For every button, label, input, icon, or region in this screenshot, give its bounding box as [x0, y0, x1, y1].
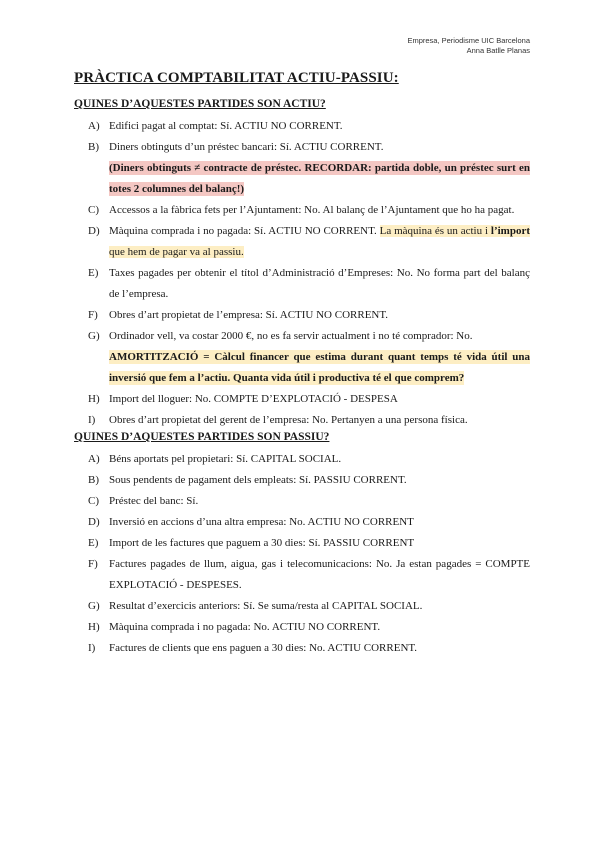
list-item: [74, 491, 530, 512]
item-marker: F): [88, 309, 98, 321]
item-marker: A): [88, 453, 100, 465]
item-text: Import del lloguer: No. COMPTE D’EXPLOTACIÓ - DESPESA: [109, 393, 398, 405]
item-text: Ordinador vell, va costar 2000 €, no es fa servir actualment i no té comprador: No.: [109, 330, 473, 342]
item-text: Factures pagades de llum, aigua, gas i telecomunicacions: No. Ja estan pagades = COMPTE EXPLOTACIÓ - DESPESES.: [109, 558, 530, 591]
header-line-2: Anna Batlle Planas: [466, 46, 530, 55]
highlighted-note-pink: (Diners obtinguts ≠ contracte de préstec. RECORDAR: partida doble, un préstec surt en totes 2 columnes del balanç!): [109, 162, 530, 195]
item-text: Import de les factures que paguem a 30 dies: Sí. PASSIU CORRENT: [109, 537, 415, 549]
item-marker: G): [88, 600, 100, 612]
item-text: Factures de clients que ens paguen a 30 dies: No. ACTIU CORRENT.: [109, 642, 418, 654]
item-marker: I): [88, 414, 96, 426]
list-item: [74, 449, 530, 470]
list-item: [74, 470, 530, 491]
item-marker: C): [88, 495, 99, 507]
list-item: [74, 263, 530, 305]
item-marker: B): [88, 141, 99, 153]
document-title: PRÀCTICA COMPTABILITAT ACTIU-PASSIU:: [74, 70, 399, 86]
item-text: Taxes pagades per obtenir el títol d’Administració d’Empreses: No. No forma part del balanç de l’empresa.: [109, 267, 530, 300]
item-text: Resultat d’exercicis anteriors: Sí. Se suma/resta al CAPITAL SOCIAL.: [109, 600, 423, 612]
actiu-list: [74, 116, 530, 431]
item-text: Màquina comprada i no pagada: Sí. ACTIU NO CORRENT.: [109, 225, 377, 237]
section-heading-actiu: QUINES D’AQUESTES PARTIDES SON ACTIU?: [74, 98, 326, 110]
item-text: Béns aportats pel propietari: Sí. CAPITAL SOCIAL.: [109, 453, 342, 465]
item-marker: D): [88, 516, 100, 528]
item-text: Diners obtinguts d’un préstec bancari: Sí. ACTIU CORRENT.: [109, 141, 384, 153]
note-bold: l’import: [490, 225, 531, 237]
page-header: [407, 36, 530, 56]
item-marker: H): [88, 393, 100, 405]
item-marker: H): [88, 621, 100, 633]
note-pre: La màquina és un actiu i: [379, 225, 491, 237]
list-item: [74, 221, 530, 263]
item-text: Sous pendents de pagament dels empleats: Sí. PASSIU CORRENT.: [109, 474, 407, 486]
list-item: [74, 200, 530, 221]
document-body: [74, 70, 530, 659]
list-item: [74, 326, 530, 389]
note-post: que hem de pagar va al passiu.: [109, 246, 244, 258]
list-item: [74, 512, 530, 533]
item-text: Inversió en accions d’una altra empresa: No. ACTIU NO CORRENT: [109, 516, 414, 528]
list-item: [74, 617, 530, 638]
highlighted-note-yellow: AMORTITZACIÓ = Càlcul financer que estima durant quant temps té vida útil una inversió que fem a l’actiu. Quanta vida útil i productiva té el que comprem?: [109, 351, 530, 384]
item-marker: C): [88, 204, 99, 216]
list-item: [74, 389, 530, 410]
list-item: [74, 137, 530, 200]
item-text: Accessos a la fàbrica fets per l’Ajuntament: No. Al balanç de l’Ajuntament que ho ha pagat.: [109, 204, 515, 216]
item-text: Obres d’art propietat de l’empresa: Sí. ACTIU NO CORRENT.: [109, 309, 389, 321]
item-marker: I): [88, 642, 96, 654]
item-marker: F): [88, 558, 98, 570]
list-item: [74, 554, 530, 596]
list-item: [74, 410, 530, 431]
item-marker: B): [88, 474, 99, 486]
item-marker: A): [88, 120, 100, 132]
item-text: Màquina comprada i no pagada: No. ACTIU NO CORRENT.: [109, 621, 381, 633]
section-heading-passiu: QUINES D’AQUESTES PARTIDES SON PASSIU?: [74, 431, 330, 443]
list-item: [74, 638, 530, 659]
item-text: Préstec del banc: Sí.: [109, 495, 199, 507]
list-item: [74, 533, 530, 554]
header-line-1: Empresa, Periodisme UIC Barcelona: [407, 36, 530, 45]
item-marker: G): [88, 330, 100, 342]
item-marker: E): [88, 267, 99, 279]
passiu-list: [74, 449, 530, 659]
list-item: [74, 116, 530, 137]
list-item: [74, 596, 530, 617]
item-marker: E): [88, 537, 99, 549]
item-marker: D): [88, 225, 100, 237]
item-text: Edifici pagat al comptat: Sí. ACTIU NO CORRENT.: [109, 120, 343, 132]
list-item: [74, 305, 530, 326]
item-text: Obres d’art propietat del gerent de l’empresa: No. Pertanyen a una persona física.: [109, 414, 468, 426]
